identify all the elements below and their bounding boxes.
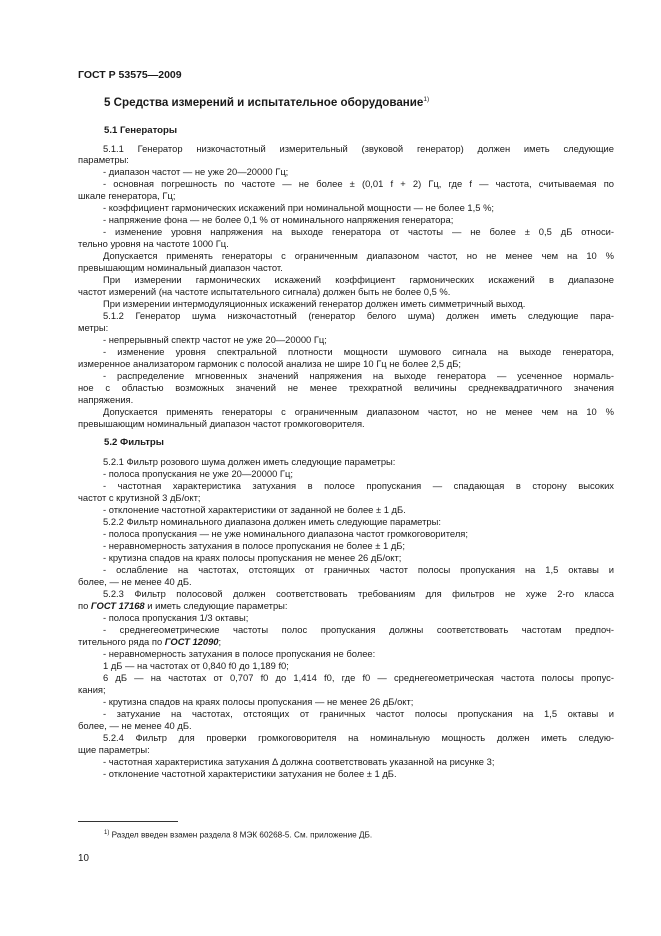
para-line: При измерении интермодуляционных искажений генератор должен иметь симметричный выход. (103, 298, 526, 309)
standard-ref-gost-12090: ГОСТ 12090 (164, 636, 219, 647)
list-item: - крутизна спадов на краях полосы пропускания — не менее 26 дБ/окт; (103, 696, 414, 707)
list-item-cont: напряжения. (78, 394, 134, 405)
list-item: - изменение уровня спектральной плотности мощности шумового сигнала на выходе генератора, (103, 346, 614, 357)
list-item-cont: ное с областью возможных значений не менее трехкратной величины среднеквадратичного значения (78, 382, 614, 393)
list-item: - диапазон частот — не уже 20—20000 Гц; (103, 166, 289, 177)
text-run: тительного ряда по (78, 636, 165, 647)
list-item: - основная погрешность по частоте — не более ± (0,01 f + 2) Гц, где f — частота, считываемая по (103, 178, 614, 189)
list-item: - изменение уровня напряжения на выходе генератора от частоты — не более ± 0,5 дБ относи- (103, 226, 614, 237)
list-item: - частотная характеристика затухания Δ должна соответствовать указанной на рисунке 3; (103, 756, 495, 767)
para-line: 5.2.4 Фильтр для проверки громкоговорителя на номинальную мощность должен иметь следую- (103, 732, 614, 743)
list-item: - отклонение частотной характеристики затухания не более ± 1 дБ. (103, 768, 397, 779)
text-run: по (78, 600, 91, 611)
footnote-ref: 1) (423, 96, 430, 104)
list-item: - крутизна спадов на краях полосы пропускания не менее 26 дБ/окт; (103, 552, 402, 563)
document-header: ГОСТ Р 53575—2009 (78, 69, 182, 81)
list-item-cont: кания; (78, 684, 106, 695)
section-title (104, 96, 429, 109)
footnote-mark: 1) (104, 830, 110, 836)
para-line: При измерении гармонических искажений коэффициент гармонических искажений в диапазоне (103, 274, 614, 285)
list-item: - полоса пропускания — не уже номинального диапазона частот громкоговорителя; (103, 528, 468, 539)
footnote-text: Раздел введен взамен раздела 8 МЭК 60268-5. См. приложение ДБ. (109, 830, 373, 840)
para-line: параметры: (78, 154, 129, 165)
list-item: 1 дБ — на частотах от 0,840 f0 до 1,189 f0; (103, 660, 289, 671)
para-line: 5.1.2 Генератор шума низкочастотный (генератор белого шума) должен иметь следующие пара- (103, 310, 614, 321)
para-line: 5.2.2 Фильтр номинального диапазона должен иметь следующие параметры: (103, 516, 441, 527)
para-line: Допускается применять генераторы с ограниченным диапазоном частот, но не менее чем на 10 % (103, 250, 614, 261)
para-line: 5.1.1 Генератор низкочастотный измерительный (звуковой генератор) должен иметь следующие (103, 143, 614, 154)
list-item: - среднегеометрические частоты полос пропускания должны соответствовать частотам предпоч- (103, 624, 614, 635)
para-line: 5.2.3 Фильтр полосовой должен соответствовать требованиям для фильтров не хуже 2-го класса (103, 588, 614, 599)
list-item: - неравномерность затухания в полосе пропускания не более: (103, 648, 376, 659)
section-title-text: 5 Средства измерений и испытательное оборудование (104, 96, 424, 109)
para-line: Допускается применять генераторы с ограниченным диапазоном частот, но не менее чем на 10 % (103, 406, 614, 417)
list-item: - непрерывный спектр частот не уже 20—20000 Гц; (103, 334, 327, 345)
list-item: - полоса пропускания не уже 20—20000 Гц; (103, 468, 293, 479)
para-line: частот измерений (на частоте испытательного сигнала) должен быть не более 0,5 %. (78, 286, 451, 297)
list-item: 6 дБ — на частотах от 0,707 f0 до 1,414 f0, где f0 — среднегеометрическая частота полосы пропус- (103, 672, 614, 683)
list-item: - отклонение частотной характеристики от заданной не более ± 1 дБ. (103, 504, 406, 515)
para-line: превышающим номинальный диапазон частот. (78, 262, 283, 273)
list-item-cont: измеренное анализатором гармоник с полосой анализа не шире 10 Гц не более 2,5 дБ; (78, 358, 461, 369)
para-line (78, 600, 614, 611)
footnote (104, 830, 372, 840)
para-line: 5.2.1 Фильтр розового шума должен иметь следующие параметры: (103, 456, 396, 467)
standard-ref-gost-17168: ГОСТ 17168 (90, 600, 145, 611)
list-item: - распределение мгновенных значений напряжения на выходе генератора — усеченное нормаль- (103, 370, 614, 381)
list-item-cont: тельно уровня на частоте 1000 Гц. (78, 238, 229, 249)
text-run: ; (218, 636, 222, 647)
para-line: метры: (78, 322, 109, 333)
page-number: 10 (78, 853, 89, 864)
list-item: - частотная характеристика затухания в полосе пропускания — спадающая в сторону высоких (103, 480, 614, 491)
list-item: - затухание на частотах, отстоящих от граничных частот полосы пропускания на 1,5 октавы и (103, 708, 614, 719)
list-item-cont: более, — не менее 40 дБ. (78, 576, 192, 587)
text-run: и иметь следующие параметры: (144, 600, 288, 611)
subsection-5-2-title: 5.2 Фильтры (104, 437, 164, 448)
para-line: превышающим номинальный диапазон частот громкоговорителя. (78, 418, 365, 429)
footnote-divider (78, 821, 178, 822)
list-item: - неравномерность затухания в полосе пропускания не более ± 1 дБ; (103, 540, 406, 551)
list-item-cont: более, — не менее 40 дБ. (78, 720, 192, 731)
para-line: щие параметры: (78, 744, 150, 755)
list-item-cont: шкале генератора, Гц; (78, 190, 176, 201)
subsection-5-1-title: 5.1 Генераторы (104, 125, 178, 136)
list-item-cont: частот с крутизной 3 дБ/окт; (78, 492, 201, 503)
list-item: - коэффициент гармонических искажений при номинальной мощности — не более 1,5 %; (103, 202, 495, 213)
list-item: - полоса пропускания 1/3 октавы; (103, 612, 249, 623)
list-item-cont (78, 636, 614, 647)
list-item: - напряжение фона — не более 0,1 % от номинального напряжения генератора; (103, 214, 454, 225)
list-item: - ослабление на частотах, отстоящих от граничных частот полосы пропускания на 1,5 октавы и (103, 564, 614, 575)
